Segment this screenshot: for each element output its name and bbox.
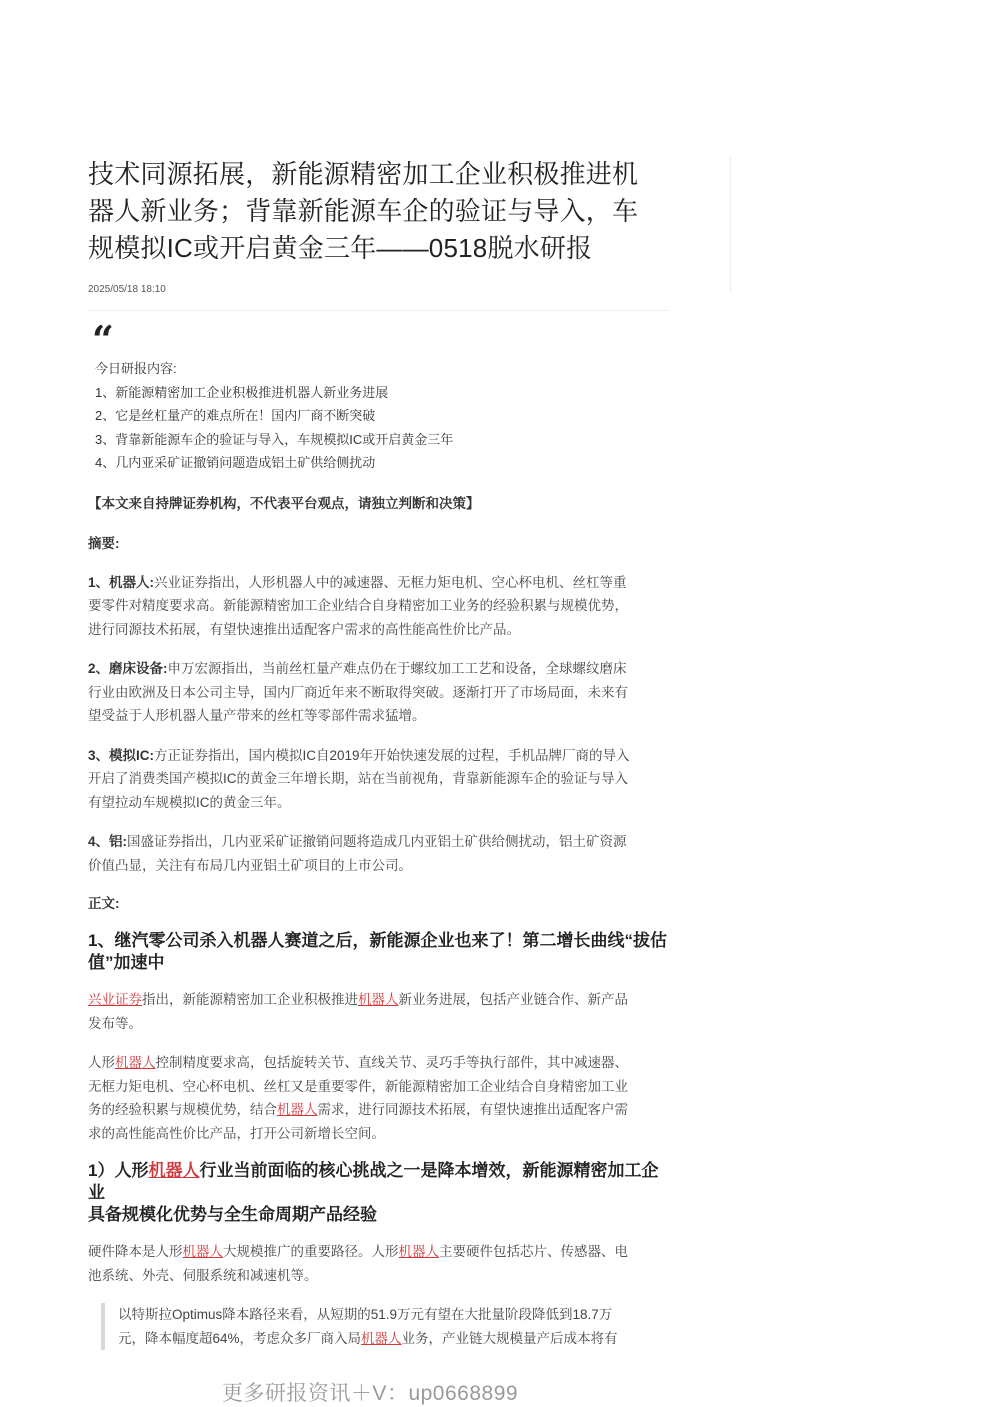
body-paragraph: 人形机器人控制精度要求高，包括旋转关节、直线关节、灵巧手等执行部件，其中减速器、 无框力矩电机、空心杯电机、丝杠又是重要零件，新能源精密加工企业结合自身精密加工业 务的经验积累与规模优势，结合机器人需求，进行同源技术拓展，有望快速推出适配客户需 求的高性能高性价比产品，打开公司新增长空间。: [88, 1055, 628, 1141]
keyword-link[interactable]: 机器人: [277, 1102, 318, 1117]
disclaimer: 【本文来自持牌证券机构，不代表平台观点，请独立判断和决策】: [88, 495, 480, 511]
article: [88, 156, 669, 1350]
toc-item: 1、新能源精密加工企业积极推进机器人新业务进展: [95, 384, 389, 400]
keyword-link[interactable]: 机器人: [115, 1055, 156, 1070]
section-heading: 1、继汽零公司杀入机器人赛道之后，新能源企业也来了！第二增长曲线“拔估 值”加速中: [88, 931, 667, 972]
body-paragraph: 硬件降本是人形机器人大规模推广的重要路径。人形机器人主要硬件包括芯片、传感器、电 池系统、外壳、伺服系统和减速机等。: [88, 1244, 628, 1283]
title-line: 器人新业务；背靠新能源车企的验证与导入，车: [88, 196, 639, 226]
footer-watermark: 更多研报资讯＋V：up0668899: [221, 1382, 519, 1405]
summary-paragraph: 3、模拟IC:方正证券指出，国内模拟IC自2019年开始快速发展的过程，手机品牌厂商的导入 开启了消费类国产模拟IC的黄金三年增长期，站在当前视角，背靠新能源车企的验证与导入 有望拉动车规模拟IC的黄金三年。: [88, 747, 630, 810]
publish-date: 2025/05/18 18:10: [88, 284, 166, 295]
toc-item: 4、几内亚采矿证撤销问题造成铝土矿供给侧扰动: [95, 455, 376, 470]
stock-link[interactable]: 兴业证券: [88, 992, 142, 1007]
section-subheading: 1）人形机器人行业当前面临的核心挑战之一是降本增效，新能源精密加工企业 具备规模化优势与全生命周期产品经验: [88, 1161, 659, 1224]
keyword-link[interactable]: 机器人: [361, 1330, 402, 1346]
keyword-link[interactable]: 机器人: [148, 1161, 200, 1180]
summary-label: 1、机器人:: [88, 574, 155, 590]
body-paragraph: 兴业证券指出，新能源精密加工企业积极推进机器人新业务进展，包括产业链合作、新产品 发布等。: [88, 992, 628, 1031]
summary-paragraph: 1、机器人:兴业证券指出，人形机器人中的减速器、无框力矩电机、空心杯电机、丝杠等重 要零件对精度要求高。新能源精密加工企业结合自身精密加工业务的经验积累与规模优势， 进行同源技术拓展，有望快速推出适配客户需求的高性能高性价比产品。: [88, 574, 628, 637]
keyword-link[interactable]: 机器人: [398, 1244, 439, 1259]
toc-item: 2、它是丝杠量产的难点所在！国内厂商不断突破: [95, 408, 376, 423]
title-line: 规模拟IC或开启黄金三年——0518脱水研报: [88, 233, 593, 263]
blockquote: 以特斯拉Optimus降本路径来看，从短期的51.9万元有望在大批量阶段降低到18.7万 元，降本幅度超64%，考虑众多厂商入局机器人业务，产业链大规模量产后成本将有: [101, 1303, 669, 1350]
summary-label: 3、模拟IC:: [88, 747, 155, 763]
sidebar-divider: [730, 157, 731, 293]
body-heading: 正文:: [88, 896, 120, 911]
toc-list: [88, 357, 669, 475]
toc-item: 3、背靠新能源车企的验证与导入，车规模拟IC或开启黄金三年: [95, 431, 454, 447]
keyword-link[interactable]: 机器人: [358, 992, 399, 1007]
article-title: [88, 156, 669, 267]
divider: [88, 310, 669, 311]
summary-label: 2、磨床设备:: [88, 661, 168, 676]
toc-heading: 今日研报内容:: [95, 361, 177, 376]
summary-label: 4、铝:: [88, 834, 128, 849]
summary-heading: 摘要:: [88, 535, 120, 551]
summary-paragraph: 4、铝:国盛证券指出，几内亚采矿证撤销问题将造成几内亚铝土矿供给侧扰动，铝土矿资源 价值凸显，关注有布局几内亚铝土矿项目的上市公司。: [88, 834, 627, 873]
keyword-link[interactable]: 机器人: [182, 1244, 223, 1259]
quote-mark-icon: “: [92, 317, 114, 362]
title-line: 技术同源拓展，新能源精密加工企业积极推进机: [88, 159, 639, 189]
summary-paragraph: 2、磨床设备:申万宏源指出，当前丝杠量产难点仍在于螺纹加工工艺和设备，全球螺纹磨床 行业由欧洲及日本公司主导，国内厂商近年来不断取得突破。逐渐打开了市场局面，未来有 望受益于人形机器人量产带来的丝杠等零部件需求猛增。: [88, 661, 628, 723]
